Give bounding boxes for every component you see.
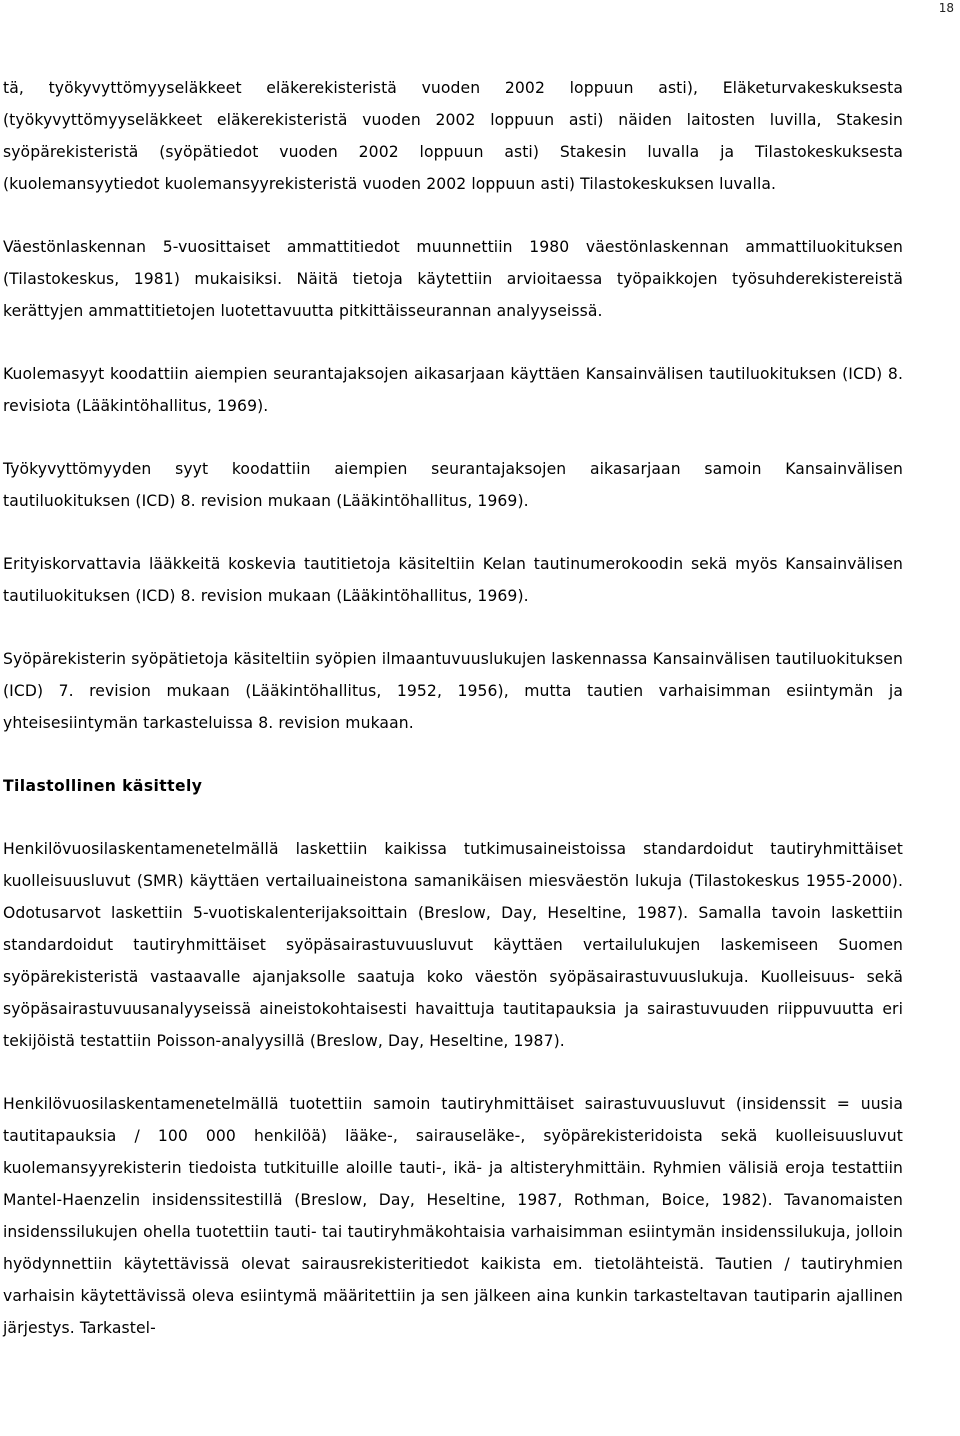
paragraph-gap [3, 802, 903, 833]
paragraph-occupation-data: Väestönlaskennan 5-vuosittaiset ammattitiedot muunnettiin 1980 väestönlaskennan ammattiluokituksen (Tilastokeskus, 1981) mukaisiksi. Näitä tietoja käytettiin arvioitaessa työpaikkojen työsuhderekistereistä kerättyjen ammattitietojen luotettavuutta pitkittäisseurannan analyyseissä. [3, 238, 903, 320]
paragraph-gap [3, 327, 903, 358]
paragraph-gap [3, 517, 903, 548]
paragraph-data-sources: tä, työkyvyttömyyseläkkeet eläkerekisteristä vuoden 2002 loppuun asti), Eläketurvakeskuksesta (työkyvyttömyyseläkkeet eläkerekisteristä vuoden 2002 loppuun asti) näiden laitosten luvilla, Stakesin syöpärekisteristä (syöpätiedot vuoden 2002 loppuun asti) Stakesin luvalla ja Tilastokeskuksesta (kuolemansyytiedot kuolemansyyrekisteristä vuoden 2002 loppuun asti) Tilastokeskuksen luvalla. [3, 79, 903, 193]
paragraph-gap [3, 612, 903, 643]
paragraph-gap [3, 422, 903, 453]
paragraph-gap [3, 739, 903, 770]
section-heading: Tilastollinen käsittely [3, 777, 203, 795]
paragraph-statistics-smr: Henkilövuosilaskentamenetelmällä laskettiin kaikissa tutkimusaineistoissa standardoidut tautiryhmittäiset kuolleisuusluvut (SMR) käyttäen vertailuaineistona samanikäisen miesväestön lukuja (Tilastokeskus 1955-2000). Odotusarvot laskettiin 5-vuotiskalenterijaksoittain (Breslow, Day, Heseltine, 1987). Samalla tavoin laskettiin standardoidut tautiryhmittäiset syöpäsairastuvuusluvut käyttäen vertailulukujen laskemiseen Suomen syöpärekisteristä vastaavalle ajanjaksolle saatuja koko väestön syöpäsairastuvuuslukuja. Kuolleisuus- sekä syöpäsairastuvuusanalyyseissä aineistokohtaisesti havaittuja tautitapauksia ja sairastuvuuden riippuvuutta eri tekijöistä testattiin Poisson-analyysillä (Breslow, Day, Heseltine, 1987). [3, 840, 903, 1050]
paragraph-death-causes: Kuolemasyyt koodattiin aiempien seurantajaksojen aikasarjaan käyttäen Kansainvälisen tautiluokituksen (ICD) 8. revisiota (Lääkintöhallitus, 1969). [3, 365, 903, 415]
paragraph-medicine-data: Erityiskorvattavia lääkkeitä koskevia tautitietoja käsiteltiin Kelan tautinumerokoodin sekä myös Kansainvälisen tautiluokituksen (ICD) 8. revision mukaan (Lääkintöhallitus, 1969). [3, 555, 903, 605]
page-number: 18 [938, 1, 954, 15]
paragraph-gap [3, 200, 903, 231]
paragraph-gap [3, 1057, 903, 1088]
paragraph-statistics-incidence: Henkilövuosilaskentamenetelmällä tuotettiin samoin tautiryhmittäiset sairastuvuusluvut (insidenssit = uusia tautitapauksia / 100 000 henkilöä) lääke-, sairauseläke-, syöpärekisteridoista sekä kuolleisuusluvut kuolemansyyrekisterin tiedoista tutkituille aloille tauti-, ikä- ja altisteryhmittäin. Ryhmien välisiä eroja testattiin Mantel-Haenzelin insidenssitestillä (Breslow, Day, Heseltine, 1987, Rothman, Boice, 1982). Tavanomaisten insidenssilukujen ohella tuotettiin tauti- tai tautiryhmäkohtaisia varhaisimman esiintymän insidenssilukuja, jolloin hyödynnettiin käytettävissä olevat sairausrekisteritiedot kaikista em. tietolähteistä. Tautien / tautiryhmien varhaisin käytettävissä oleva esiintymä määritettiin ja sen jälkeen aina kunkin tarkasteltavan tautiparin ajallinen järjestys. Tarkastel- [3, 1095, 903, 1337]
document-body [3, 72, 903, 1344]
paragraph-disability-causes: Työkyvyttömyyden syyt koodattiin aiempien seurantajaksojen aikasarjaan samoin Kansainvälisen tautiluokituksen (ICD) 8. revision mukaan (Lääkintöhallitus, 1969). [3, 460, 903, 510]
paragraph-cancer-data: Syöpärekisterin syöpätietoja käsiteltiin syöpien ilmaantuvuuslukujen laskennassa Kansainvälisen tautiluokituksen (ICD) 7. revision mukaan (Lääkintöhallitus, 1952, 1956), mutta tautien varhaisimman esiintymän ja yhteisesiintymän tarkasteluissa 8. revision mukaan. [3, 650, 903, 732]
